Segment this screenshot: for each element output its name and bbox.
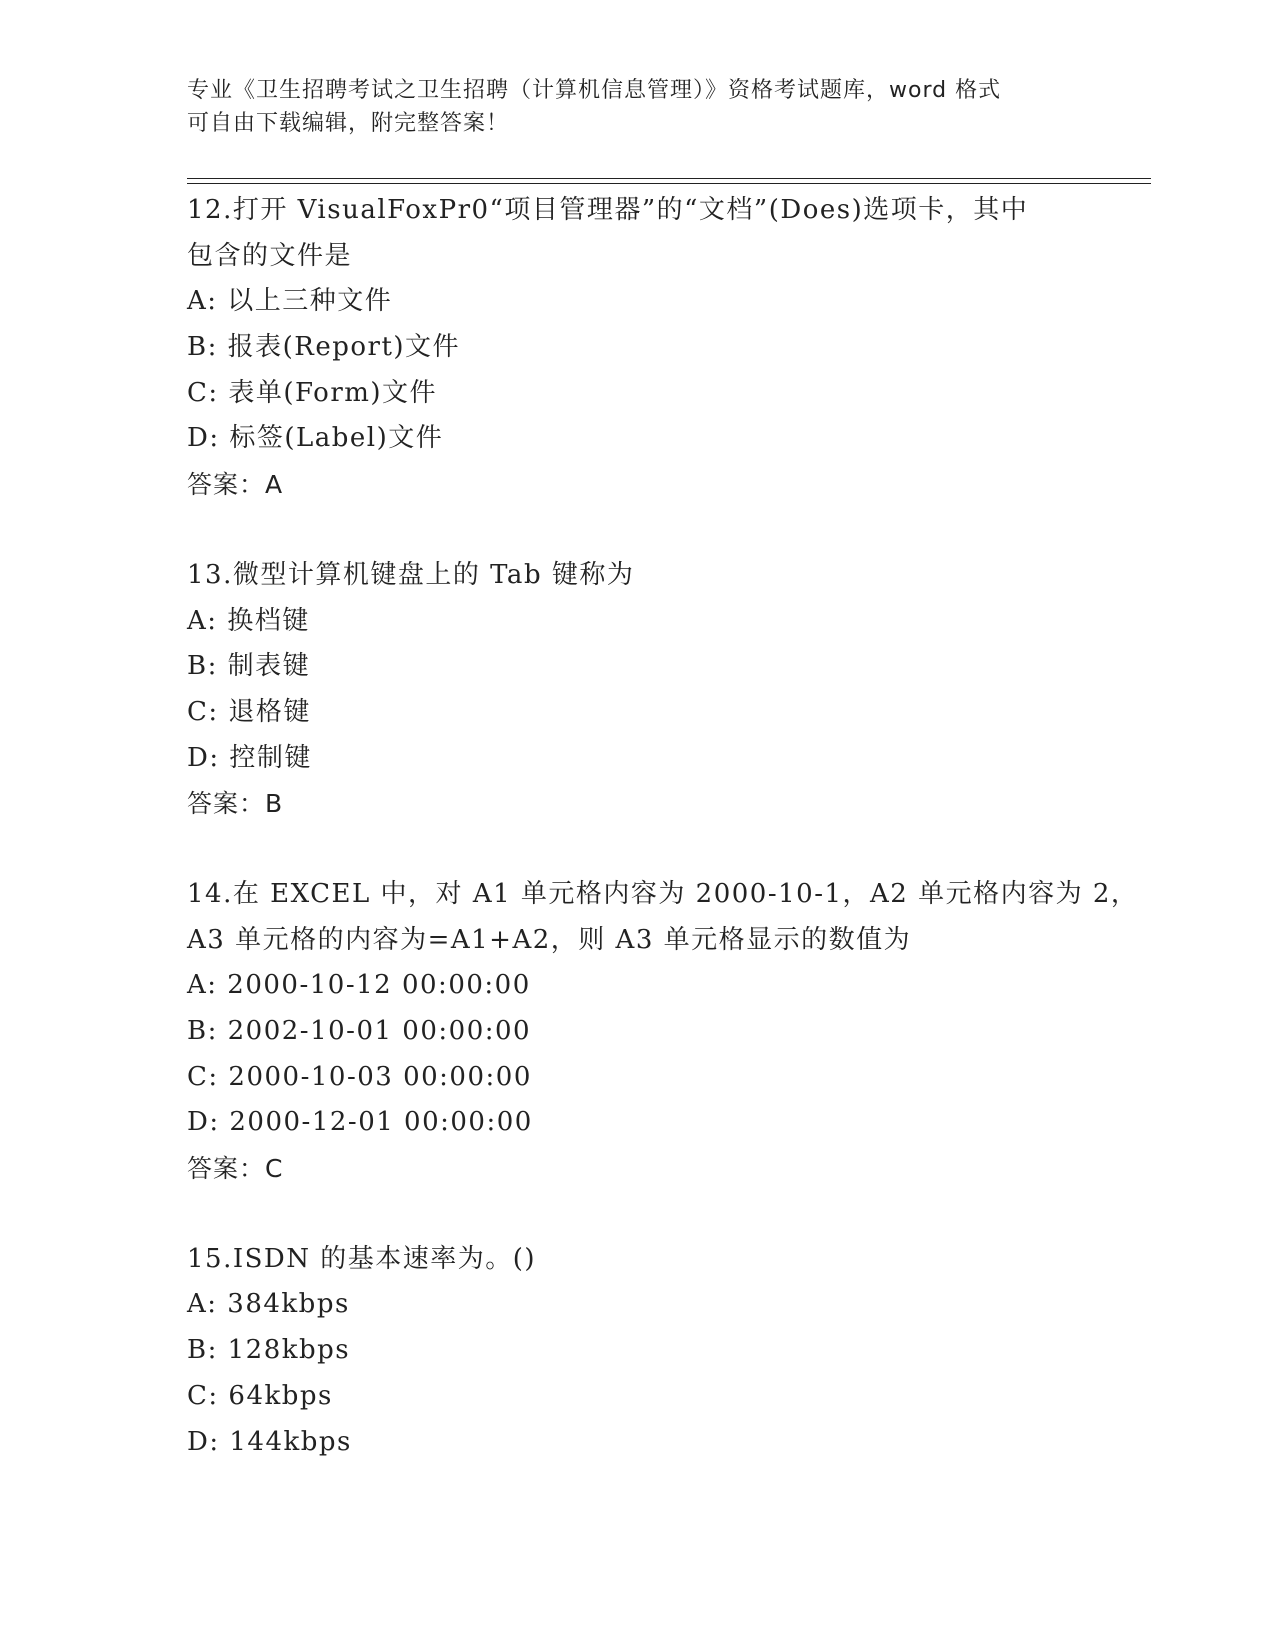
question-block <box>187 872 1137 1192</box>
question-stem-line: 12.打开 VisualFoxPr0“项目管理器”的“文档”(Does)选项卡，其中 <box>187 195 1029 225</box>
header-line-1: 专业《卫生招聘考试之卫生招聘（计算机信息管理）》资格考试题库，word 格式 <box>187 78 1002 103</box>
header-rule-bottom <box>187 183 1151 184</box>
answer-option: A: 2000-10-12 00:00:00 <box>187 970 531 1001</box>
answer-option: D: 144kbps <box>187 1426 352 1457</box>
answer-key: 答案：A <box>187 470 284 500</box>
answer-option: A: 以上三种文件 <box>187 286 393 317</box>
question-stem-line: 13.微型计算机键盘上的 Tab 键称为 <box>187 559 635 590</box>
question-block <box>187 188 1137 508</box>
document-header <box>187 74 1087 140</box>
answer-option: A: 换档键 <box>187 605 310 636</box>
answer-key: 答案：C <box>187 1154 284 1184</box>
question-stem-line: 15.ISDN 的基本速率为。() <box>187 1243 537 1274</box>
answer-option: B: 报表(Report)文件 <box>187 332 461 363</box>
question-stem-line: A3 单元格的内容为=A1+A2，则 A3 单元格显示的数值为 <box>187 924 912 955</box>
answer-option: C: 表单(Form)文件 <box>187 377 438 408</box>
question-stem-line: 包含的文件是 <box>187 240 353 271</box>
header-rule-top <box>187 178 1151 179</box>
question-block <box>187 553 1137 827</box>
answer-option: C: 64kbps <box>187 1380 333 1411</box>
answer-key: 答案：B <box>187 789 284 819</box>
header-line-2: 可自由下载编辑，附完整答案！ <box>187 111 510 136</box>
answer-option: D: 2000-12-01 00:00:00 <box>187 1107 533 1138</box>
question-list <box>187 188 1137 1510</box>
answer-option: D: 控制键 <box>187 742 312 773</box>
question-block <box>187 1237 1137 1465</box>
answer-option: B: 制表键 <box>187 651 311 682</box>
answer-option: D: 标签(Label)文件 <box>187 423 444 454</box>
question-stem-line: 14.在 EXCEL 中，对 A1 单元格内容为 2000-10-1，A2 单元格内容为 2， <box>187 878 1139 909</box>
answer-option: B: 2002-10-01 00:00:00 <box>187 1016 532 1046</box>
answer-option: B: 128kbps <box>187 1335 351 1366</box>
answer-option: A: 384kbps <box>187 1289 350 1320</box>
answer-option: C: 2000-10-03 00:00:00 <box>187 1061 532 1092</box>
answer-option: C: 退格键 <box>187 696 311 727</box>
